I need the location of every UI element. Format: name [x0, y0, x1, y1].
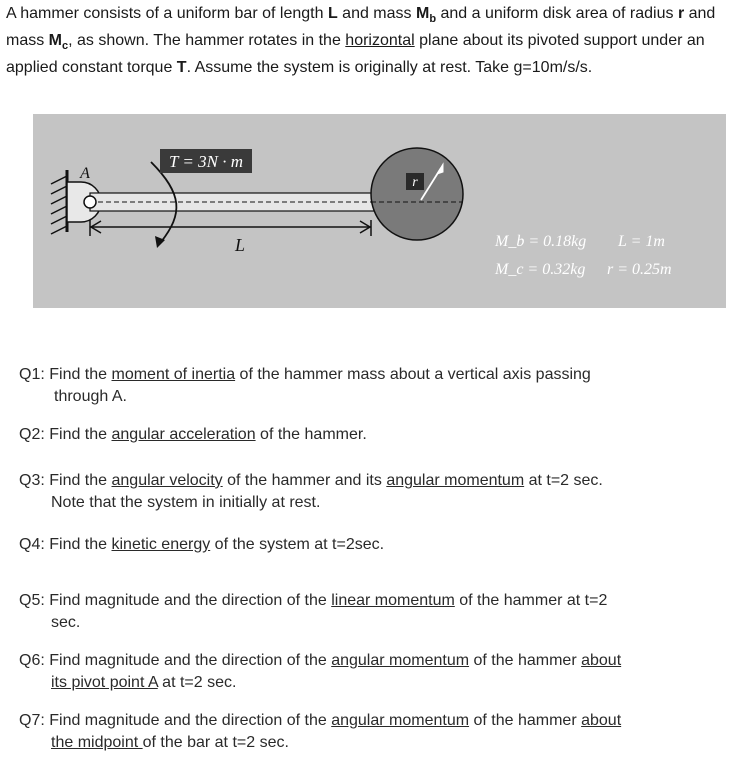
disk — [371, 148, 463, 240]
q2-link[interactable]: angular acceleration — [111, 426, 256, 443]
question-6 — [19, 650, 621, 694]
intro-text: . Assume the system is originally at rest. Take g=10m/s/s. — [186, 59, 593, 77]
intro-text: , as shown. The hammer rotates in the — [68, 32, 346, 50]
q1-rest: of the hammer mass about a vertical axis passing — [235, 366, 591, 383]
q5-rest: of the hammer at t=2 — [454, 592, 608, 609]
q3-cont: Note that the system in initially at rest. — [51, 494, 321, 511]
q1-link[interactable]: moment of inertia — [111, 366, 236, 383]
symbol-Mc: M — [48, 32, 62, 50]
torque-label: T = 3N · m — [169, 152, 243, 171]
q7-link[interactable]: angular momentum — [331, 712, 470, 729]
q2-prefix: Q2: Find the — [19, 426, 112, 443]
q3-mid: of the hammer and its — [222, 472, 387, 489]
question-2 — [19, 424, 367, 446]
symbol-Mb: M — [415, 5, 430, 22]
symbol-T: T — [176, 59, 187, 77]
wall-hatching — [51, 176, 67, 234]
mc-value: M_c = 0.32kg — [495, 261, 586, 278]
problem-statement — [6, 3, 751, 78]
length-label: L — [234, 235, 246, 255]
pivot-label: A — [80, 165, 90, 182]
question-4 — [19, 534, 384, 556]
symbol-L: L — [327, 5, 338, 22]
question-1 — [19, 364, 591, 408]
mb-value: M_b = 0.18kg — [495, 233, 587, 250]
q6-link2[interactable]: about — [581, 652, 622, 669]
hammer-diagram — [33, 114, 726, 308]
q6-prefix: Q6: Find magnitude and the direction of the — [19, 652, 332, 669]
q7-prefix: Q7: Find magnitude and the direction of the — [19, 712, 332, 729]
q4-prefix: Q4: Find the — [19, 536, 112, 553]
q5-cont: sec. — [51, 614, 81, 631]
hammer-diagram-svg — [33, 114, 726, 308]
q3-link[interactable]: angular velocity — [111, 472, 223, 489]
symbol-Mb-sub: b — [429, 13, 437, 26]
L-value: L = 1m — [618, 233, 665, 250]
q4-link[interactable]: kinetic energy — [111, 536, 211, 553]
q6-cont-link[interactable]: its pivot point A — [51, 674, 158, 691]
q5-prefix: Q5: Find magnitude and the direction of the — [19, 592, 332, 609]
q7-cont-rest: of the bar at t=2 sec. — [142, 734, 289, 751]
q6-cont-rest: at t=2 sec. — [157, 674, 237, 691]
question-3 — [19, 470, 603, 514]
q7-cont-link[interactable]: the midpoint — [51, 734, 143, 751]
intro-text: and mass — [6, 5, 716, 50]
q3-link2[interactable]: angular momentum — [386, 472, 525, 489]
radius-label: r — [412, 175, 418, 190]
intro-text: and a uniform disk area of radius — [436, 5, 678, 22]
q3-prefix: Q3: Find the — [19, 472, 112, 489]
q4-rest: of the system at t=2sec. — [210, 536, 385, 553]
q7-mid: of the hammer — [469, 712, 582, 729]
q6-mid: of the hammer — [469, 652, 582, 669]
question-5 — [19, 590, 607, 634]
intro-text: plane about its pivoted support under an applied constant torque — [6, 32, 705, 77]
q3-rest: at t=2 sec. — [524, 472, 603, 489]
pivot-pin — [84, 196, 96, 208]
r-value: r = 0.25m — [607, 261, 672, 278]
horizontal-link[interactable]: horizontal — [345, 32, 415, 50]
q6-link[interactable]: angular momentum — [331, 652, 470, 669]
intro-text: and mass — [337, 5, 416, 22]
question-7 — [19, 710, 621, 754]
intro-text: A hammer consists of a uniform bar of length — [6, 5, 328, 22]
q1-prefix: Q1: Find the — [19, 366, 112, 383]
q5-link[interactable]: linear momentum — [331, 592, 455, 609]
q2-rest: of the hammer. — [255, 426, 367, 443]
symbol-r: r — [677, 5, 685, 22]
symbol-Mc-sub: c — [62, 40, 69, 53]
q7-link2[interactable]: about — [581, 712, 622, 729]
q1-cont: through A. — [54, 388, 127, 405]
